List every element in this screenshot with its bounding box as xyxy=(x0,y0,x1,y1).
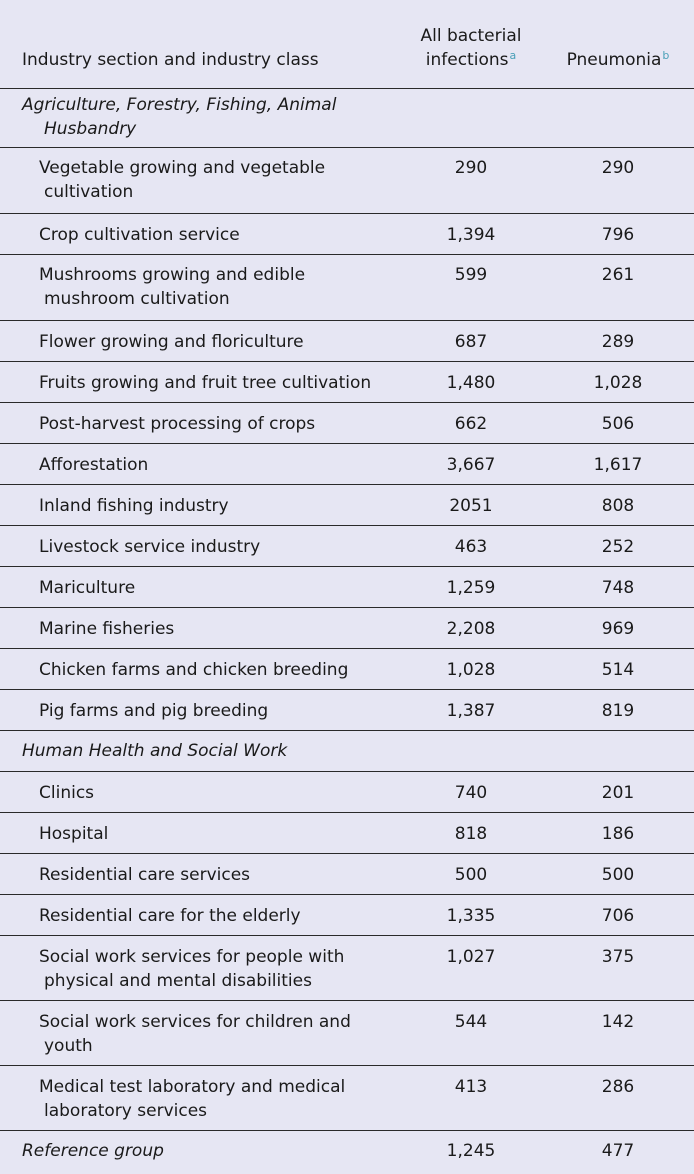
industry-class-cell xyxy=(0,771,400,812)
industry-class-label: Medical test laboratory and medical laboratory services xyxy=(39,1076,346,1121)
header-bacterial-label: All bacterial infections xyxy=(420,25,522,70)
pneumonia-value: 375 xyxy=(542,935,694,1000)
section-title xyxy=(0,88,694,147)
bacterial-value: 1,387 xyxy=(400,689,542,730)
table-row xyxy=(0,320,694,361)
industry-class-cell xyxy=(0,213,400,254)
industry-class-cell xyxy=(0,894,400,935)
table-row xyxy=(0,1065,694,1130)
bacterial-value: 413 xyxy=(400,1065,542,1130)
table-row xyxy=(0,443,694,484)
industry-class-cell xyxy=(0,147,400,213)
pneumonia-value: 706 xyxy=(542,894,694,935)
section-title-text: Agriculture, Forestry, Fishing, Animal Husbandry xyxy=(22,94,337,139)
bacterial-value: 1,480 xyxy=(400,361,542,402)
pneumonia-value: 808 xyxy=(542,484,694,525)
footnote-marker-b: b xyxy=(662,48,670,62)
industry-class-cell xyxy=(0,402,400,443)
bacterial-value: 1,335 xyxy=(400,894,542,935)
industry-class-label: Pig farms and pig breeding xyxy=(39,700,269,721)
bacterial-value: 3,667 xyxy=(400,443,542,484)
industry-class-label: Afforestation xyxy=(39,454,149,475)
pneumonia-value: 500 xyxy=(542,853,694,894)
industry-class-cell xyxy=(0,648,400,689)
table-row xyxy=(0,1000,694,1065)
bacterial-value: 1,259 xyxy=(400,566,542,607)
industry-class-cell xyxy=(0,361,400,402)
footnote-marker-a: a xyxy=(509,48,517,62)
industry-class-cell xyxy=(0,689,400,730)
section-title-text: Human Health and Social Work xyxy=(22,740,288,761)
pneumonia-value: 1,028 xyxy=(542,361,694,402)
bacterial-value: 599 xyxy=(400,254,542,320)
pneumonia-value: 819 xyxy=(542,689,694,730)
industry-class-cell xyxy=(0,1065,400,1130)
industry-class-label: Mariculture xyxy=(39,577,136,598)
industry-class-cell xyxy=(0,254,400,320)
header-pneumonia-label: Pneumonia xyxy=(566,49,662,70)
industry-class-label: Social work services for people with physical and mental disabilities xyxy=(39,946,345,991)
table-row xyxy=(0,771,694,812)
pneumonia-value: 142 xyxy=(542,1000,694,1065)
table-row xyxy=(0,648,694,689)
industry-class-label: Flower growing and floriculture xyxy=(39,331,304,352)
table-row xyxy=(0,607,694,648)
header-bacterial xyxy=(400,0,542,88)
pneumonia-value: 796 xyxy=(542,213,694,254)
industry-class-label: Hospital xyxy=(39,823,109,844)
industry-class-label: Vegetable growing and vegetable cultivation xyxy=(39,157,326,202)
bacterial-value: 2051 xyxy=(400,484,542,525)
industry-class-cell xyxy=(0,484,400,525)
bacterial-value: 662 xyxy=(400,402,542,443)
industry-class-cell xyxy=(0,566,400,607)
section-row xyxy=(0,88,694,147)
pneumonia-value: 289 xyxy=(542,320,694,361)
bacterial-value: 1,394 xyxy=(400,213,542,254)
bacterial-value: 463 xyxy=(400,525,542,566)
pneumonia-value: 506 xyxy=(542,402,694,443)
table-row xyxy=(0,525,694,566)
table-row xyxy=(0,484,694,525)
pneumonia-value: 290 xyxy=(542,147,694,213)
table-row xyxy=(0,213,694,254)
table-row xyxy=(0,147,694,213)
table-row xyxy=(0,254,694,320)
header-pneumonia xyxy=(542,0,694,88)
industry-class-cell xyxy=(0,853,400,894)
industry-class-cell xyxy=(0,1000,400,1065)
industry-class-label: Mushrooms growing and edible mushroom cultivation xyxy=(39,264,306,309)
section-row xyxy=(0,730,694,771)
bacterial-value: 290 xyxy=(400,147,542,213)
bacterial-value: 500 xyxy=(400,853,542,894)
industry-class-label: Residential care services xyxy=(39,864,251,885)
bacterial-value: 2,208 xyxy=(400,607,542,648)
industry-class-label: Post-harvest processing of crops xyxy=(39,413,316,434)
pneumonia-value: 286 xyxy=(542,1065,694,1130)
table-row xyxy=(0,812,694,853)
industry-class-label: Fruits growing and fruit tree cultivation xyxy=(39,372,372,393)
industry-class-label: Residential care for the elderly xyxy=(39,905,301,926)
pneumonia-value: 514 xyxy=(542,648,694,689)
pneumonia-value: 186 xyxy=(542,812,694,853)
bacterial-value: 818 xyxy=(400,812,542,853)
bacterial-value: 740 xyxy=(400,771,542,812)
industry-class-label: Crop cultivation service xyxy=(39,224,240,245)
industry-class-cell xyxy=(0,607,400,648)
industry-class-label: Livestock service industry xyxy=(39,536,261,557)
industry-class-cell xyxy=(0,935,400,1000)
header-industry: Industry section and industry class xyxy=(0,0,400,88)
reference-row xyxy=(0,1130,694,1171)
industry-class-label: Chicken farms and chicken breeding xyxy=(39,659,349,680)
pneumonia-value: 261 xyxy=(542,254,694,320)
table-row xyxy=(0,361,694,402)
industry-class-label: Clinics xyxy=(39,782,95,803)
bacterial-value: 687 xyxy=(400,320,542,361)
industry-class-cell xyxy=(0,812,400,853)
bacterial-value: 1,027 xyxy=(400,935,542,1000)
table-row xyxy=(0,689,694,730)
bacterial-value: 544 xyxy=(400,1000,542,1065)
industry-class-label: Inland fishing industry xyxy=(39,495,229,516)
industry-class-label: Marine fisheries xyxy=(39,618,175,639)
pneumonia-value: 252 xyxy=(542,525,694,566)
industry-class-cell xyxy=(0,525,400,566)
industry-class-cell xyxy=(0,443,400,484)
table-row xyxy=(0,894,694,935)
pneumonia-value: 748 xyxy=(542,566,694,607)
table-body xyxy=(0,88,694,1171)
table-row xyxy=(0,935,694,1000)
reference-pneumonia-value: 477 xyxy=(601,1140,635,1161)
industry-class-label: Social work services for children and youth xyxy=(39,1011,351,1056)
table-row xyxy=(0,853,694,894)
reference-bacterial-value: 1,245 xyxy=(446,1140,496,1161)
pneumonia-value: 969 xyxy=(542,607,694,648)
reference-label: Reference group xyxy=(22,1140,164,1161)
pneumonia-value: 201 xyxy=(542,771,694,812)
table-row xyxy=(0,566,694,607)
section-title xyxy=(0,730,694,771)
pneumonia-value: 1,617 xyxy=(542,443,694,484)
table-row xyxy=(0,402,694,443)
header-row xyxy=(0,0,694,88)
industry-class-cell xyxy=(0,320,400,361)
bacterial-value: 1,028 xyxy=(400,648,542,689)
